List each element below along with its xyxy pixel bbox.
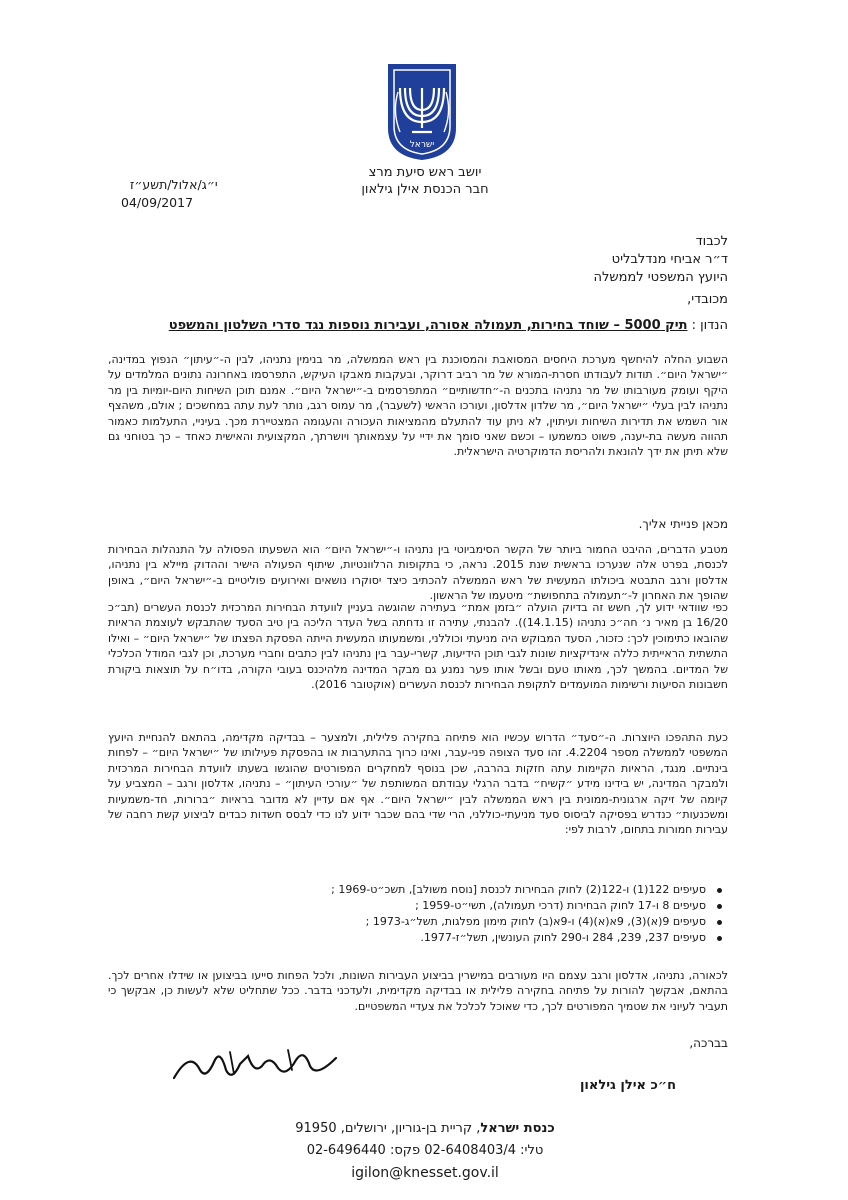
subject-line bbox=[108, 318, 728, 333]
sender-block bbox=[300, 164, 550, 198]
sender-name: חבר הכנסת אילן גילאון bbox=[361, 182, 489, 197]
paragraph-2: מכאן פנייתי אליך. bbox=[638, 517, 728, 531]
footer-address: , קריית בן-גוריון, ירושלים, 91950 bbox=[295, 1121, 481, 1136]
paragraph-1: השבוע החלה להיחשף מערכת היחסים המסואבת והמסוכנת בין ראש הממשלה, מר בנימין נתניהו, לבין ה-״עיתון״ הנפוץ במדינה, ״ישראל היום״. תודות לעבודתו חסרת-המורא של מר רביב דרוקר, ובעקבות מאבקו העיקש, התפרסמו באחרונה נתונים המלמדים על היקף ועומק מעורבותו של מר נתניהו בתכנים ה-״חדשותיים״ המתפרסמים ב-״ישראל היום״. אמנם תוכן השיחות היום-יומיות בין מר נתניהו לבין בעלי ״ישראל היום״, מר שלדון אדלסון, ועורכו הראשי (לשעבר), מר עמוס רגב, נותר לעת עתה במחשכים ; אולם, משהצף אור השמש את תדירות השיחות ועיתוין, לא ניתן עוד להתעלם מהמציאות העכורה והעגומה המצטיירת מכך. בעיניי, התעלמות כאמור תהווה מעשה בת-יענה, פשוט כמשמעו – וכשם שאני סומך את ידיי על עצמאותך ויושרתך, המקצועית והאישית כאחד – כך בטוחני גם שלא תיתן את ידך להונאת ולהריסת הדמוקרטיה הישראלית. bbox=[108, 353, 728, 459]
paragraph-4: כפי שוודאי ידוע לך, חשש זה בדיוק הועלה ״בזמן אמת״ בעתירה שהוגשה בעניין לוועדת הבחירות המרכזית לכנסת העשרים (תב״כ 16/20 בן מאיר נ׳ חה״כ נתניהו (14.1.15)). להבנתי, עתירה זו נדחתה בשל העדר הליכה בין טיב הסעד שהתבקש לעוצמת הראיות שהובאו כתימוכין לכך: כזכור, הסעד המבוקש היה מניעתי וכוללני, ומשמעותו המעשית הייתה הפסקת הפצתו של ״ישראל היום״ – ואילו התשתית הראייתית כללה אינדיקציות שונות לגבי תוכן הידיעות, קשרי-עבר בין נתניהו לבין כתבים וחברי מערכת, וכן לגבי המודל הכלכלי של המדיום. בהמשך לכך, מאותו טעם ובשל אותו פער נמנע גם מבקר המדינה מלהיכנס בעובי הקורה, בדו״ח על תוצאות ביקורת חשבונות הסיעות ורשימות המועמדים לתקופת הבחירות לכנסת העשרים (אוקטובר 2016). bbox=[108, 601, 728, 692]
recipient-name: ד״ר אביחי מנדלבליט bbox=[611, 252, 728, 267]
footer-email[interactable]: igilon@knesset.gov.il bbox=[351, 1165, 499, 1181]
handwritten-signature bbox=[170, 1040, 340, 1086]
footer-phone-label: טלי: bbox=[516, 1143, 544, 1158]
signature-name: ח״כ אילן גילאון bbox=[579, 1078, 677, 1093]
emblem-label: ישראל bbox=[409, 140, 435, 150]
greeting: מכובדי, bbox=[687, 292, 728, 307]
paragraph-3: מטבע הדברים, ההיבט החמור ביותר של הקשר הסימביוטי בין נתניהו ו-״ישראל היום״ הוא השפעתו הפסולה על התנהלות הבחירות לכנסת, בפרט אלה שנערכו בראשית שנת 2015. נראה, כי בתקופות הרלוונטיות, שיתוף הפעולה הישיר וההדוק מיילא בין נתניהו, אדלסון ורגב התבטא ביכולתו המעשית של ראש הממשלה להכתיב כיצד יסוקרו נושאים ואירועים פוליטיים ב-״ישראל היום״, באופן שהופך את האחרון ל-״תעמולה בתחפושת״ מיטעמו של הראשון. bbox=[108, 543, 729, 603]
recipient-block bbox=[328, 233, 728, 287]
footer-address-line bbox=[290, 1118, 560, 1140]
list-item: סעיפים 237, 239, 284 ו-290 לחוק העונשין, תשל״ז-1977. bbox=[86, 930, 706, 946]
footer-contact bbox=[290, 1118, 560, 1184]
list-item: סעיפים 122(1) ו-122(2) לחוק הבחירות לכנסת [נוסח משולב], תשכ״ט-1969 ; bbox=[86, 882, 706, 898]
sender-title: יושב ראש סיעת מרצ bbox=[368, 165, 482, 180]
footer-org: כנסת ישראל bbox=[480, 1121, 555, 1136]
footer-fax-label: פקס: bbox=[385, 1143, 425, 1158]
paragraph-5: כעת התהפכו היוצרות. ה-״סעד״ הדרוש עכשיו הוא פתיחה בחקירה פלילית, ולמצער – בבדיקה מקדימה, בהתאם להנחיית היועץ המשפטי לממשלה מספר 4.2204. זהו סעד הצופה פני-עבר, ואינו כרוך בהתערבות או בהפסקת פעילותו של ״ישראל היום״ – לפחות בינתיים. מנגד, הראיות הקיימות עתה חזקות בהרבה, שכן בנוסף למחקרים המפורטים שהוגשו בשעתו לוועדת הבחירות המרכזית ולמבקר המדינה, יש בידינו מידע ״קשיח״ בדבר הרגלי עבודתם המשותפת של ״עורכי העיתון״ – נתניהו, אדלסון ורגב – המצביע על קיומה של זיקה ארגונית-ממונית בין ראש הממשלה לבין ״ישראל היום״. אף אם עדיין לא מדובר בראיות ״ברורות, חד-משמעיות ומשכנעות״ כנדרש בפסיקה לביסוס סעד מניעתי-כוללני, הרי שדי בהם שכבר ידוע לנו כדי לבסס חשדות כבדים לביצוע קשת רחבה של עבירות חמורות בתחום, לרבות לפי: bbox=[108, 731, 728, 837]
gregorian-date: 04/09/2017 bbox=[121, 195, 194, 210]
recipient-title: היועץ המשפטי לממשלה bbox=[593, 270, 728, 285]
recipient-salutation: לכבוד bbox=[695, 234, 728, 249]
list-item: סעיפים 8 ו-17 לחוק הבחירות (דרכי תעמולה), תשי״ט-1959 ; bbox=[86, 898, 706, 914]
subject-text: תיק 5000 – שוחד בחירות, תעמולה אסורה, ועבירות נוספות נגד סדרי השלטון והמשפט bbox=[168, 318, 688, 333]
closing-blessing: בברכה, bbox=[689, 1036, 728, 1050]
footer-phone-line bbox=[290, 1140, 560, 1162]
hebrew-date: י״ג/אלול/תשע״ז bbox=[130, 177, 218, 192]
paragraph-6: לכאורה, נתניהו, אדלסון ורגב עצמם היו מעורבים במישרין בביצוע העבירות השונות, ולכל הפחות סייעו בביצוען או שידלו אחרים לכך. בהתאם, אבקשך להורות על פתיחה בחקירה פלילית או בבדיקה מקדימית, ולעדכני בדבר. ככל שתחליט שלא לעשות כן, אבקשך כי תעביר לעיוני את שטמיך המפורטים לכך, כדי שאוכל לכלכל את צעדיי המשפטיים. bbox=[108, 969, 728, 1013]
subject-label: הנדון : bbox=[687, 318, 728, 333]
footer-fax: 02-6496440 bbox=[306, 1143, 386, 1158]
footer-phone: 02-6408403/4 bbox=[424, 1143, 517, 1158]
state-emblem-menorah-icon bbox=[384, 62, 460, 162]
statute-list bbox=[86, 882, 728, 946]
list-item: סעיפים 9(א)(3), 9א(א)(4) ו-9א(ב) לחוק מימון מפלגות, תשל״ג-1973 ; bbox=[86, 914, 706, 930]
